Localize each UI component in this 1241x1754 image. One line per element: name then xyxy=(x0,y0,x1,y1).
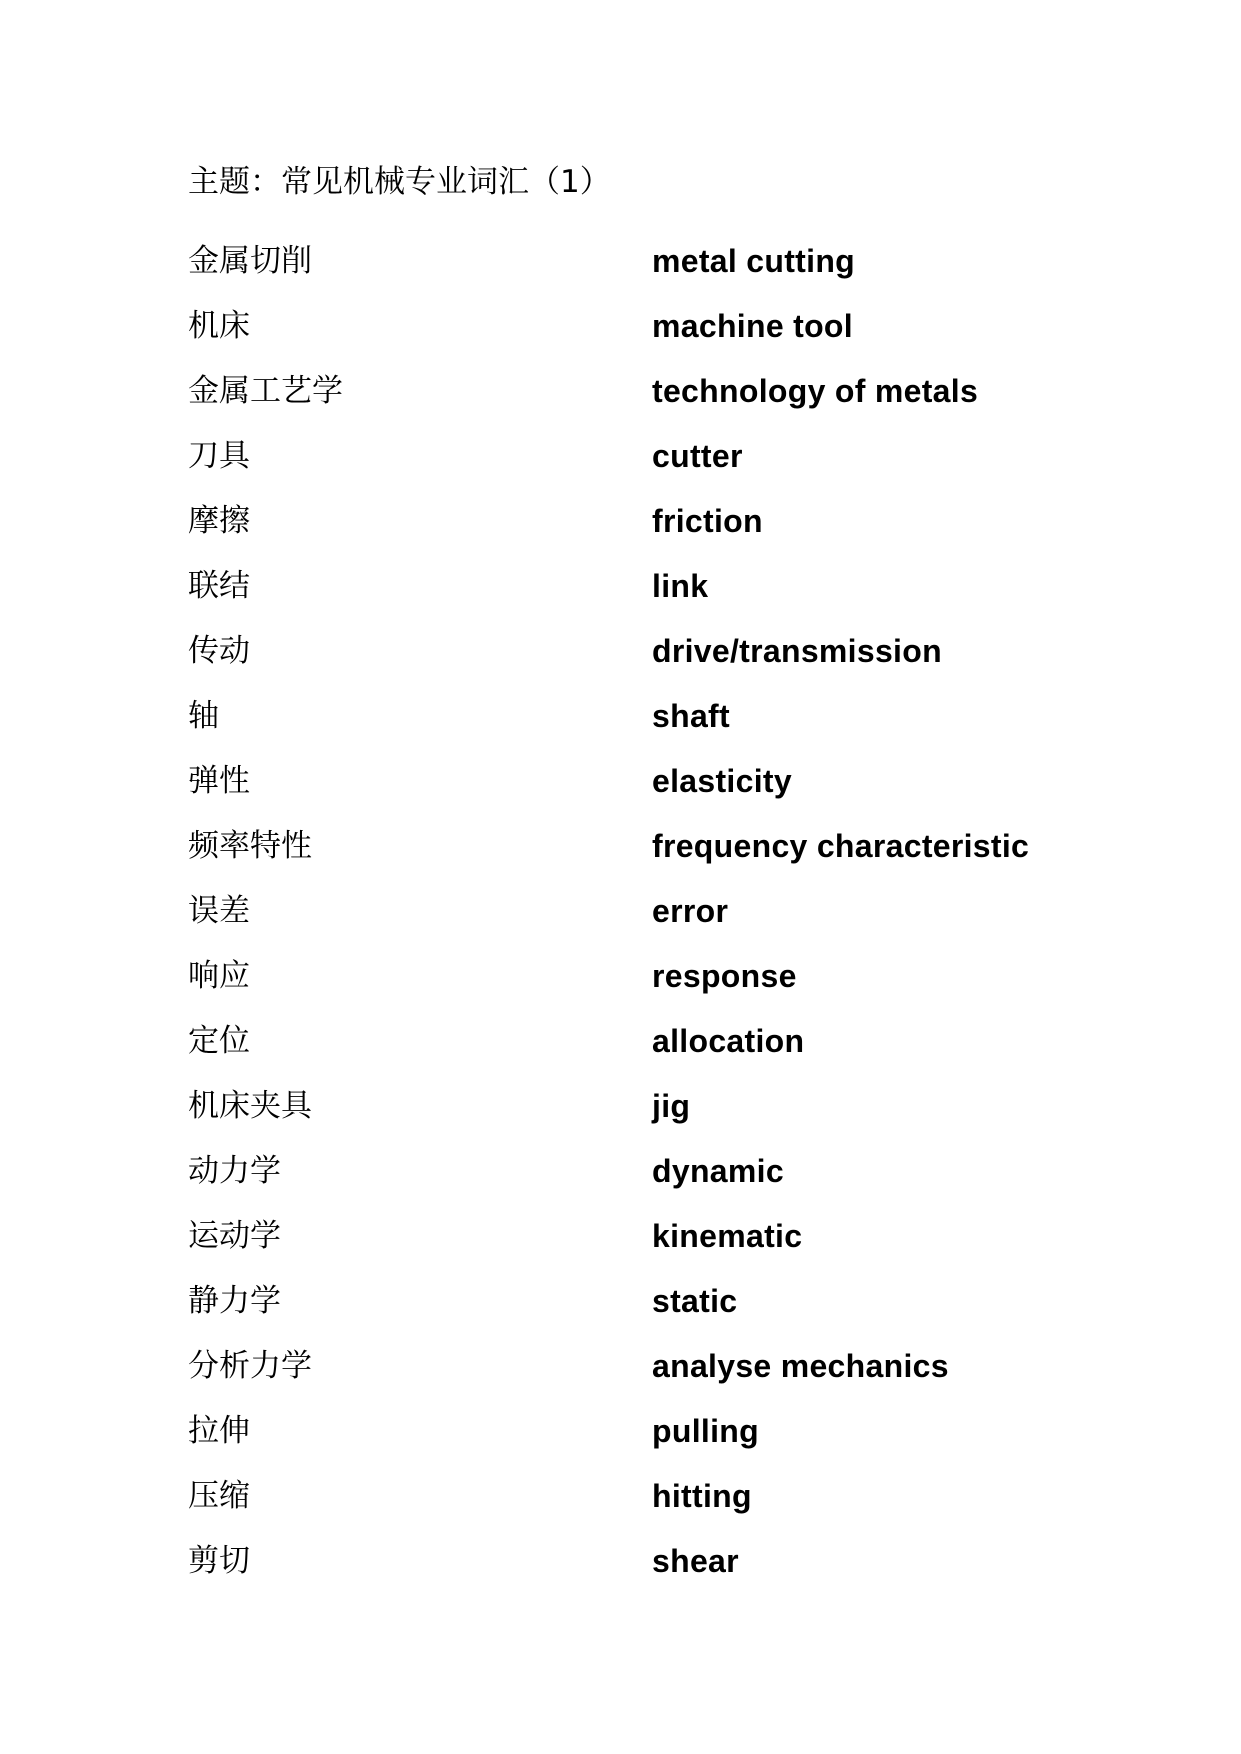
chinese-term: 剪切 xyxy=(188,1542,250,1579)
english-term: dynamic xyxy=(652,1152,784,1189)
chinese-term: 压缩 xyxy=(188,1477,250,1514)
vocab-row xyxy=(188,1073,1088,1138)
english-term: machine tool xyxy=(652,307,853,344)
vocab-row xyxy=(188,1268,1088,1333)
chinese-term: 频率特性 xyxy=(188,827,312,864)
vocab-row xyxy=(188,1333,1088,1398)
chinese-term: 金属切削 xyxy=(188,242,312,279)
english-term: drive/transmission xyxy=(652,632,942,669)
chinese-term: 摩擦 xyxy=(188,502,250,539)
chinese-term: 定位 xyxy=(188,1022,250,1059)
english-term: shear xyxy=(652,1542,739,1579)
english-term: frequency characteristic xyxy=(652,827,1030,864)
vocab-row xyxy=(188,1528,1088,1593)
chinese-term: 静力学 xyxy=(188,1282,281,1319)
english-term: jig xyxy=(652,1087,691,1124)
chinese-term: 响应 xyxy=(188,957,250,994)
chinese-term: 轴 xyxy=(188,697,219,734)
english-term: analyse mechanics xyxy=(652,1347,949,1384)
vocab-row xyxy=(188,1463,1088,1528)
vocab-row xyxy=(188,813,1088,878)
chinese-term: 传动 xyxy=(188,632,250,669)
chinese-term: 机床夹具 xyxy=(188,1087,312,1124)
english-term: response xyxy=(652,957,797,994)
chinese-term: 拉伸 xyxy=(188,1412,250,1449)
chinese-term: 动力学 xyxy=(188,1152,281,1189)
english-term: friction xyxy=(652,502,763,539)
english-term: metal cutting xyxy=(652,242,856,279)
english-term: kinematic xyxy=(652,1217,803,1254)
english-term: link xyxy=(652,567,709,604)
vocab-row xyxy=(188,618,1088,683)
chinese-term: 金属工艺学 xyxy=(188,372,343,409)
chinese-term: 误差 xyxy=(188,892,250,929)
chinese-term: 联结 xyxy=(188,567,250,604)
vocab-row xyxy=(188,878,1088,943)
vocab-row xyxy=(188,1203,1088,1268)
english-term: pulling xyxy=(652,1412,759,1449)
vocab-row xyxy=(188,1138,1088,1203)
vocabulary-page xyxy=(188,160,1088,1593)
chinese-term: 刀具 xyxy=(188,437,250,474)
vocab-row xyxy=(188,748,1088,813)
vocab-row xyxy=(188,1008,1088,1073)
vocab-row xyxy=(188,553,1088,618)
english-term: technology of metals xyxy=(652,372,979,409)
vocabulary-list xyxy=(188,228,1088,1593)
english-term: shaft xyxy=(652,697,730,734)
chinese-term: 分析力学 xyxy=(188,1347,312,1384)
chinese-term: 运动学 xyxy=(188,1217,281,1254)
english-term: cutter xyxy=(652,437,743,474)
vocab-row xyxy=(188,943,1088,1008)
page-title: 主题：常见机械专业词汇（1） xyxy=(188,164,611,200)
english-term: error xyxy=(652,892,729,929)
english-term: static xyxy=(652,1282,738,1319)
english-term: hitting xyxy=(652,1477,752,1514)
vocab-row xyxy=(188,358,1088,423)
chinese-term: 弹性 xyxy=(188,762,250,799)
vocab-row xyxy=(188,423,1088,488)
vocab-row xyxy=(188,228,1088,293)
vocab-row xyxy=(188,488,1088,553)
english-term: allocation xyxy=(652,1022,805,1059)
vocab-row xyxy=(188,1398,1088,1463)
english-term: elasticity xyxy=(652,762,792,799)
chinese-term: 机床 xyxy=(188,307,250,344)
vocab-row xyxy=(188,293,1088,358)
vocab-row xyxy=(188,683,1088,748)
